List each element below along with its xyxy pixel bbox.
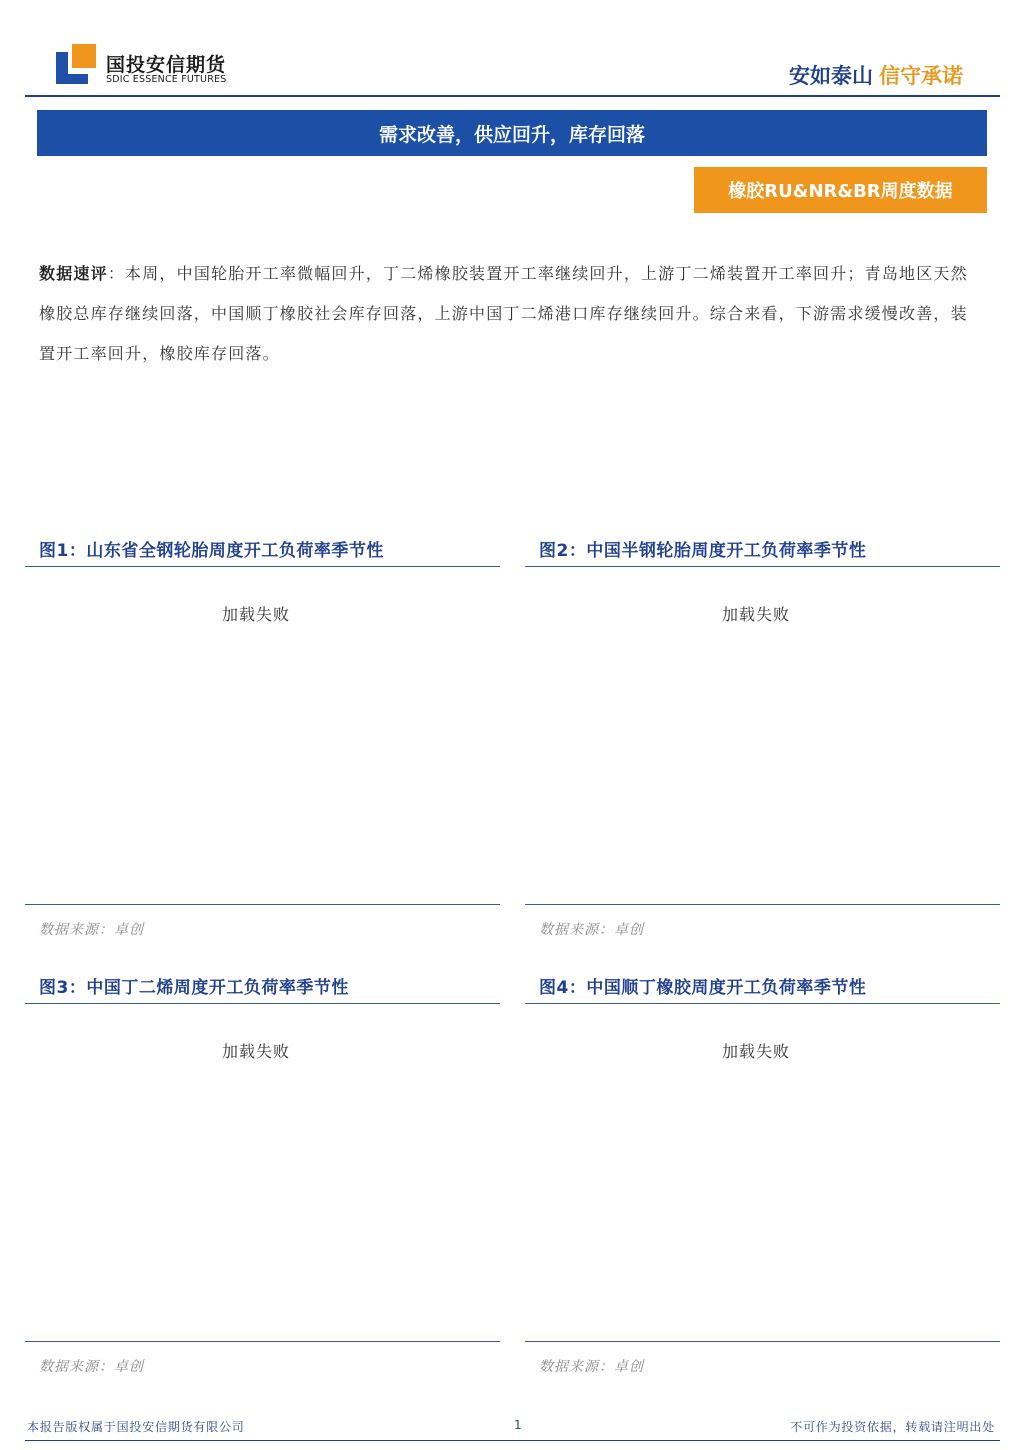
figure-4-bottom-rule xyxy=(525,1341,1000,1342)
footer-page-number: 1 xyxy=(514,1418,522,1432)
figure-1-title: 图1：山东省全钢轮胎周度开工负荷率季节性 xyxy=(39,541,384,561)
logo-english-name: SDIC ESSENCE FUTURES xyxy=(106,74,227,85)
figure-4-load-failed: 加载失败 xyxy=(722,1042,791,1061)
figure-4-title: 图4：中国顺丁橡胶周度开工负荷率季节性 xyxy=(539,978,867,998)
figure-1-bottom-rule xyxy=(25,904,500,905)
data-summary-paragraph xyxy=(39,254,984,374)
footer-disclaimer: 不可作为投资依据，转载请注明出处 xyxy=(790,1420,995,1434)
summary-text: ：本周，中国轮胎开工率微幅回升，丁二烯橡胶装置开工率继续回升，上游丁二烯装置开工率回升；青岛地区天然橡胶总库存继续回落，中国顺丁橡胶社会库存回落，上游中国丁二烯港口库存继续回升。综合来看，下游需求缓慢改善，装置开工率回升，橡胶库存回落。 xyxy=(39,264,968,363)
slogan-part-1: 安如泰山 xyxy=(789,64,873,88)
figure-4-top-rule xyxy=(525,1003,1000,1004)
report-title-banner: 需求改善，供应回升，库存回落 xyxy=(37,110,987,156)
figure-2-source: 数据来源：卓创 xyxy=(539,922,644,938)
figure-3-title: 图3：中国丁二烯周度开工负荷率季节性 xyxy=(39,978,349,998)
figure-2-load-failed: 加载失败 xyxy=(722,605,791,624)
header-divider xyxy=(25,95,1000,97)
figure-3-bottom-rule xyxy=(25,1341,500,1342)
figure-3-top-rule xyxy=(25,1003,500,1004)
company-slogan xyxy=(789,60,963,90)
figure-2-title: 图2：中国半钢轮胎周度开工负荷率季节性 xyxy=(539,541,867,561)
logo-chinese-name: 国投安信期货 xyxy=(106,54,227,76)
figure-2-bottom-rule xyxy=(525,904,1000,905)
figure-2-top-rule xyxy=(525,566,1000,567)
slogan-part-2: 信守承诺 xyxy=(879,64,963,88)
figure-4-source: 数据来源：卓创 xyxy=(539,1359,644,1375)
figure-1-load-failed: 加载失败 xyxy=(222,605,291,624)
company-logo-icon xyxy=(54,42,98,86)
summary-lead: 数据速评 xyxy=(39,264,108,283)
footer-divider xyxy=(25,1440,1000,1441)
figure-3-source: 数据来源：卓创 xyxy=(39,1359,144,1375)
figure-1-top-rule xyxy=(25,566,500,567)
figure-1-source: 数据来源：卓创 xyxy=(39,922,144,938)
figure-3-load-failed: 加载失败 xyxy=(222,1042,291,1061)
report-category-tag: 橡胶RU&NR&BR周度数据 xyxy=(694,167,987,213)
footer-copyright: 本报告版权属于国投安信期货有限公司 xyxy=(27,1420,245,1434)
